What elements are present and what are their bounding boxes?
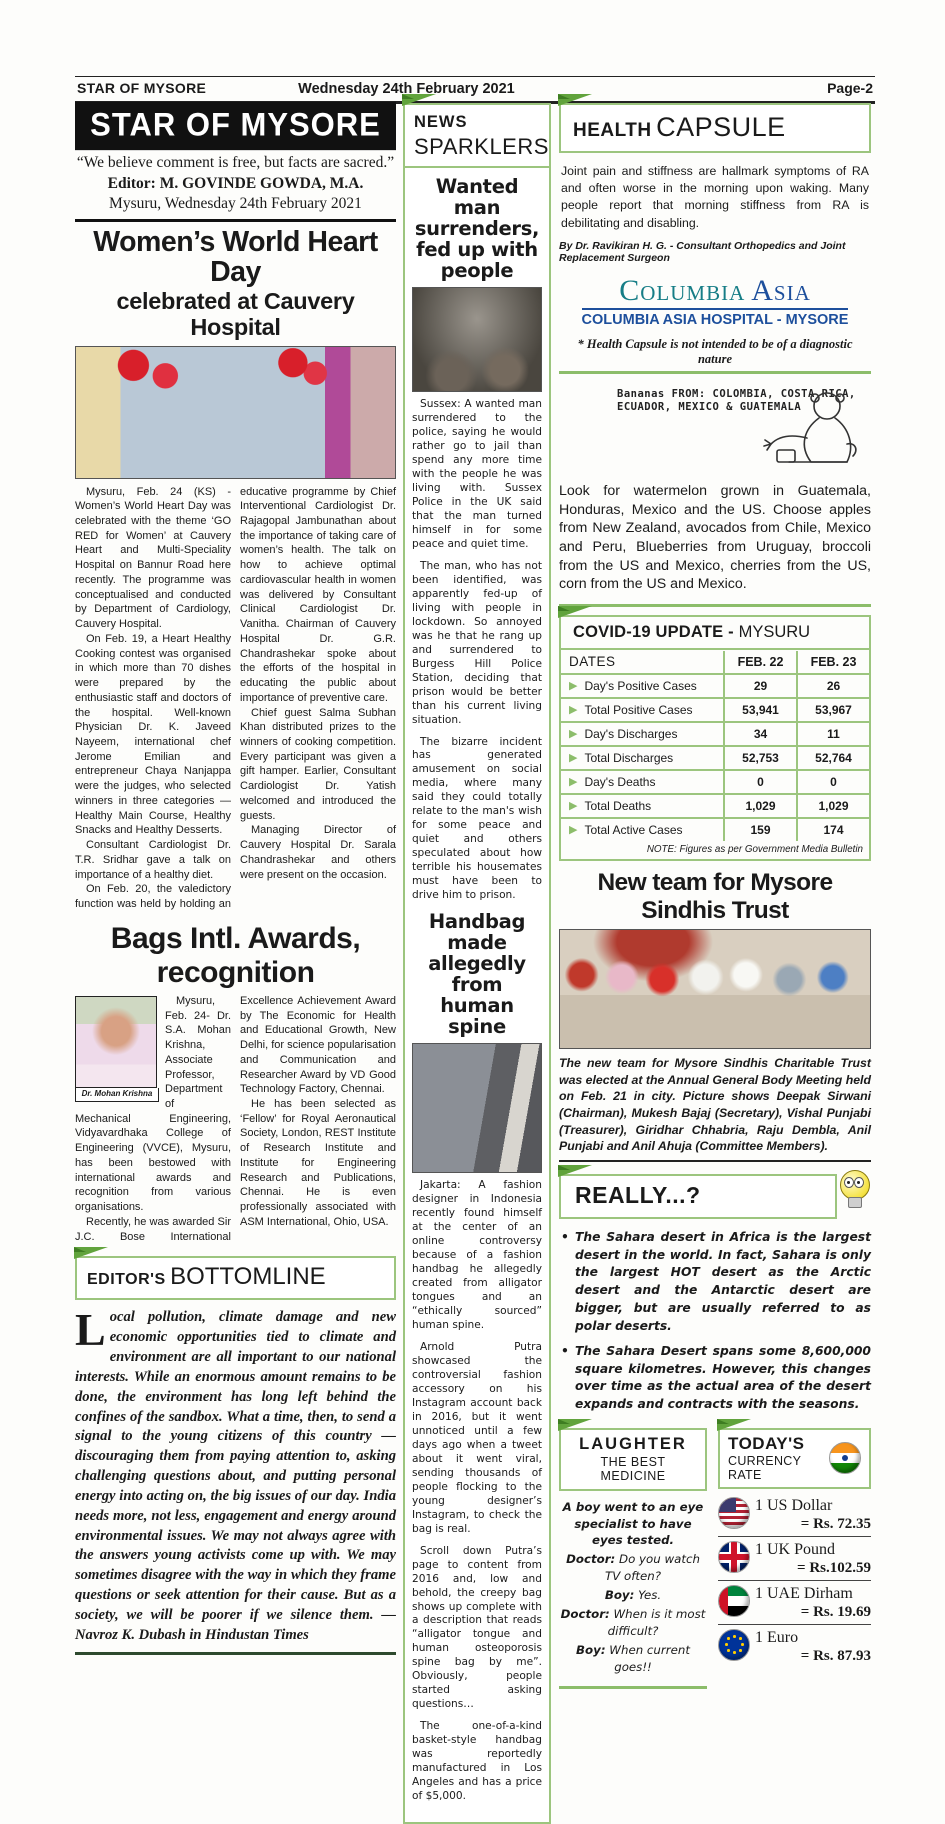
currency-row-eur [718, 1625, 871, 1668]
currency-title: TODAY'S [728, 1434, 805, 1454]
sparklers-label-bold: NEWS [414, 113, 468, 131]
health-tip: Look for watermelon grown in Guatemala, Honduras, Mexico and the US. Choose apples from New Zealand, avocados from Chile, Mexico and Peru, Blueberries from Uruguay, broccoli from the US and Mexico, cherries from the US, corn from the US and Mexico. [559, 482, 871, 593]
corner-fold-icon [717, 1419, 751, 1431]
covid-col-feb22: FEB. 22 [723, 651, 796, 673]
heart-day-photo [75, 346, 396, 479]
currency-label: 1 UK Pound [755, 1541, 836, 1559]
health-cartoon [559, 382, 871, 478]
article-paragraph: Chief guest Salma Subhan Khan distributed prizes to the winners of cooking competition. Every participant was given a gift hamper. Earlier, Consultant Cardiologist Dr. Yatish welcomed and introduced the guests. [240, 706, 396, 822]
article-paragraph: Scroll down Putra’s page to content from 2016 and, low and behold, the creepy bag shows up complete with a description that reads “alligator tongue and human osteoporosis spine bag by me”. Obviously, people started asking questions… [412, 1544, 542, 1711]
wanted-man-headline: Wanted man surrenders, fed up with people [414, 175, 540, 283]
corner-fold-icon [558, 606, 592, 618]
covid-data-row [561, 675, 869, 699]
health-intro: Joint pain and stiffness are hallmark symptoms of RA and often worse in the morning upon waking. Many people report that morning stiffness from RA is debilitating and disabling. [561, 164, 869, 230]
india-flag-icon [829, 1442, 861, 1474]
middle-column [403, 103, 551, 1824]
article-paragraph: Arnold Putra showcased the controversial fashion accessory on his Instagram account back in 2016, but it went unnoticed until a few days ago when a tweet about it went viral, sending thousands of people flocking to the young designer’s Instagram, to check the bag is real. [412, 1341, 542, 1535]
uk-flag-icon [718, 1541, 750, 1573]
bottomline-label-light: BOTTOMLINE [170, 1263, 326, 1291]
bottomline-label-bold: EDITOR'S [87, 1271, 166, 1289]
bottomline-rule [75, 1652, 396, 1655]
currency-label: 1 UAE Dirham [755, 1585, 853, 1603]
health-capsule-header [559, 103, 871, 153]
currency-header [718, 1428, 871, 1489]
covid-rows [561, 675, 869, 841]
mohan-krishna-photo [75, 996, 157, 1088]
joke-speaker: Doctor: [560, 1606, 610, 1621]
row-arrow-icon: ▶ [569, 751, 578, 764]
currency-list [718, 1493, 871, 1668]
handbag-photo [412, 1043, 542, 1173]
news-sparklers-box [403, 103, 551, 1824]
issue-date: Wednesday 24th February 2021 [298, 81, 515, 97]
currency-value: = Rs. 87.93 [800, 1648, 871, 1665]
laughter-subtitle: THE BEST MEDICINE [600, 1455, 666, 1484]
covid-row-value-feb22: 0 [723, 771, 796, 793]
health-label-light: CAPSULE [656, 112, 786, 142]
article-paragraph: Recently, he was awarded Sir J.C. Bose International Excellence Achievement Award by The Economic for Health and Educational Growth, New Delhi, for science popularisation and Communication and Researcher Award by VD Good Technology Factory, Chennai. [75, 994, 396, 1243]
mohan-krishna-caption: Dr. Mohan Krishna [75, 1088, 159, 1102]
euro-flag-icon [718, 1629, 750, 1661]
currency-value: = Rs. 19.69 [800, 1604, 871, 1621]
logo-columbia: Columbia [619, 273, 746, 307]
currency-row-gbp [718, 1537, 871, 1581]
currency-row-aed [718, 1581, 871, 1625]
covid-title-light: MYSURU [738, 623, 811, 642]
currency-value: = Rs. 72.35 [800, 1516, 871, 1533]
article-paragraph: The bizarre incident has generated amusement on social media, where many said they could totally relate to the man's wish for some peace and quiet and others speculated about how terrible his housemates must have been to drive him to prison. [412, 735, 542, 902]
wanted-man-body [412, 398, 542, 903]
currency-row-usd [718, 1493, 871, 1537]
bottomline-text [75, 1304, 396, 1645]
logo-subtitle: COLUMBIA ASIA HOSPITAL - MYSORE [582, 308, 849, 328]
joke-line [559, 1642, 707, 1676]
article-paragraph: Mysuru, Feb. 24- Dr. S.A. Mohan Krishna, Associate Professor, Department of Mechanical Engineering, Vidyavardhaka College of Engineering (VVCE), Mysuru, has been bestowed with international awards and recognition from various organisations. [75, 994, 231, 1214]
corner-fold-icon [558, 1165, 592, 1177]
covid-row-label: Total Deaths [584, 799, 652, 814]
really-fact: • The Sahara Desert spans some 8,600,000 square kilometres. However, this changes over time as the actual area of the desert expands and contracts with the seasons. [559, 1343, 871, 1414]
health-disclaimer: * Health Capsule is not intended to be of a diagnostic nature [577, 336, 853, 366]
handbag-headline: Handbag made allegedly from human spine [428, 910, 526, 1039]
covid-row-value-feb22: 52,753 [723, 747, 796, 769]
covid-data-row [561, 795, 869, 819]
corner-fold-icon [558, 94, 592, 106]
health-label-bold: HEALTH [573, 120, 652, 141]
masthead-editor: Editor: M. GOVINDE GOWDA, M.A. [107, 175, 364, 192]
newspaper-name: STAR OF MYSORE [77, 80, 207, 96]
sindhis-group-photo [559, 929, 871, 1049]
joke-text: Yes. [634, 1587, 662, 1602]
us-flag-icon [718, 1497, 750, 1529]
laughter-section [559, 1428, 707, 1689]
covid-data-row [561, 819, 869, 841]
joke-intro: A boy went to an eye specialist to have eyes tested. [562, 1500, 704, 1548]
news-sparklers-header [405, 105, 549, 168]
covid-table [561, 650, 869, 841]
covid-row-label: Total Positive Cases [584, 703, 693, 718]
corner-fold-icon [402, 94, 436, 106]
covid-row-value-feb22: 34 [723, 723, 796, 745]
green-rule [559, 371, 871, 374]
covid-data-row [561, 747, 869, 771]
covid-row-value-feb23: 0 [796, 771, 869, 793]
really-facts [559, 1229, 871, 1414]
article-paragraph: Consultant Cardiologist Dr. T.R. Sridhar gave a talk on importance of a healthy diet. [75, 839, 231, 881]
green-rule [559, 1686, 707, 1689]
covid-row-value-feb22: 159 [723, 819, 796, 841]
covid-row-label: Day's Deaths [584, 775, 656, 790]
really-header [559, 1174, 837, 1219]
currency-label: 1 Euro [755, 1629, 799, 1647]
row-arrow-icon: ▶ [569, 775, 578, 788]
currency-value: = Rs.102.59 [797, 1560, 871, 1577]
covid-col-feb23: FEB. 23 [796, 651, 869, 673]
joke-text: When current goes!! [605, 1643, 690, 1675]
bottomline-attribution: —Navroz K. Dubash in Hindustan Times [75, 1606, 396, 1643]
covid-col-dates: DATES [569, 654, 616, 670]
corner-fold-icon [558, 1419, 592, 1431]
bottomline-body: ocal pollution, climate damage and new economic opportunities tied to climate and environment are all important to our national interests. While an enormous amount remains to be done, the environment has long left behind the confines of the sandbox. What a time, then, to send a signal to the young citizens of this country — discouraging them from paying attention to, asking challenging questions about, and putting personal energy into acting on, the big issues of our day. India needs more, not less, engagement and energy around environmental issues. We may not always agree with the answers young activists come up with. We may sometimes disagree with the way in which they frame questions or seek attention for their cause. But as a society, we will be poorer if we silence them. [75, 1309, 396, 1623]
joke-lines [559, 1551, 707, 1677]
row-arrow-icon: ▶ [569, 823, 578, 836]
covid-row-value-feb23: 1,029 [796, 795, 869, 817]
joke-text: When is it most difficult? [607, 1606, 706, 1638]
handbag-body [412, 1179, 542, 1804]
article-paragraph: The man, who has not been identified, was apparently fed-up of living with people in lockdown. So annoyed was he that he rang up and surrendered to Burgess Hill Police Station, deciding that prison would be better than his current living situation. [412, 559, 542, 726]
article-paragraph: Managing Director of Cauvery Hospital Dr. Sarala Chandrashekar and others were present on the occasion. [240, 824, 396, 881]
really-title: REALLY...? [575, 1181, 701, 1208]
joke-speaker: Boy: [576, 1643, 606, 1658]
covid-header-row [561, 650, 869, 675]
covid-row-label: Day's Positive Cases [584, 679, 697, 694]
row-arrow-icon: ▶ [569, 679, 578, 692]
left-column [75, 103, 396, 1655]
covid-row-value-feb23: 53,967 [796, 699, 869, 721]
joke-speaker: Doctor: [566, 1551, 616, 1566]
joke-line [559, 1606, 707, 1640]
covid-row-value-feb23: 52,764 [796, 747, 869, 769]
row-arrow-icon: ▶ [569, 727, 578, 740]
heart-day-subheadline: celebrated at Cauvery Hospital [116, 287, 355, 340]
article-paragraph: Jakarta: A fashion designer in Indonesia recently found himself at the center of an online controversy because of a fashion handbag he allegedly created from alligator tongues and an “ethically sourced” human spine. [412, 1179, 542, 1332]
covid-row-label: Total Discharges [584, 751, 674, 766]
monkey-doodle-icon [749, 384, 869, 476]
sindhis-headline: New team for Mysore Sindhis Trust [597, 869, 833, 925]
logo-asia: Asia [751, 273, 811, 307]
covid-title-bold: COVID-19 UPDATE - [573, 623, 739, 642]
uae-flag-icon [718, 1585, 750, 1617]
page-header [75, 76, 875, 104]
row-arrow-icon: ▶ [569, 703, 578, 716]
mohan-krishna-photo-block [75, 996, 159, 1102]
laughter-title: LAUGHTER [579, 1435, 687, 1454]
covid-update-box [559, 615, 871, 861]
handcuffs-photo [412, 287, 542, 392]
covid-row-value-feb22: 53,941 [723, 699, 796, 721]
covid-row-value-feb22: 29 [723, 675, 796, 697]
right-column [559, 103, 871, 1689]
joke-line [559, 1551, 707, 1585]
caption-rule [559, 1160, 871, 1162]
heart-day-body [75, 485, 396, 912]
covid-row-label: Total Active Cases [584, 823, 683, 838]
covid-row-label: Day's Discharges [584, 727, 678, 742]
masthead-rule [75, 219, 396, 222]
covid-row-value-feb23: 26 [796, 675, 869, 697]
heart-day-headline: Women’s World Heart Day [93, 226, 378, 288]
covid-note: NOTE: Figures as per Government Media Bulletin [646, 844, 863, 856]
sparklers-label-light: SPARKLERS [414, 134, 549, 159]
masthead-motto: “We believe comment is free, but facts are sacred.” [76, 154, 395, 171]
article-paragraph: On Feb. 19, a Heart Healthy Cooking contest was organised in which more than 70 dishes were prepared by the enthusiastic staff and doctors of the hospital. Well-known Physician Dr. K. Javeed Nayeem, international chef Jerome Emilian and entrepreneur Chaya Nanjappa were the judges, who selected winners in three categories — Healthy Main Course, Healthy Snacks and Healthy Desserts. [75, 632, 231, 837]
currency-label: 1 US Dollar [755, 1497, 833, 1515]
article-paragraph: Mysuru, Feb. 24 (KS) - Women’s World Heart Day was celebrated with the theme ‘GO RED for Women’ at Cauvery Heart and Multi-Speciality Hospital on Bannur Road here recently. The programme was conceptualised and conducted by Department of Cardiology, Cauvery Hospital. [75, 485, 231, 631]
covid-data-row [561, 699, 869, 723]
really-fact: • The Sahara desert in Africa is the largest desert in the world. In fact, Sahara is only the largest HOT desert as the Arctic desert and the Antarctic desert are bigger, but are usually referred to as polar deserts. [559, 1229, 871, 1336]
editors-bottomline-header [75, 1256, 396, 1300]
article-paragraph: The one-of-a-kind basket-style handbag was reportedly manufactured in Los Angeles and has a price of $5,000. [412, 1720, 542, 1803]
page-number: Page-2 [827, 80, 873, 96]
currency-section [718, 1428, 871, 1689]
covid-row-value-feb22: 1,029 [723, 795, 796, 817]
covid-row-value-feb23: 11 [796, 723, 869, 745]
bags-awards-body [75, 994, 396, 1244]
laughter-header [559, 1428, 707, 1491]
currency-subtitle: CURRENCY RATE [728, 1454, 802, 1483]
corner-fold-icon [74, 1247, 108, 1259]
joke-text: Do you watch TV often? [604, 1551, 700, 1583]
article-paragraph: He has been selected as ‘Fellow’ for Royal Aeronautical Society, London, REST Institute of Research Institute and Institute for Engineering Research and Publications, Chennai. He is even professionally associated with ASM International, Ohio, USA. [240, 1097, 396, 1228]
covid-data-row [561, 771, 869, 795]
joke-speaker: Boy: [604, 1587, 635, 1602]
article-paragraph: On Feb. 20, the valedictory function was held by holding an educative programme by Chief Interventional Cardiologist Dr. Rajagopal Jambunathan about the importance of taking care of women’s health. The talk on how to achieve optimal cardiovascular health in women was delivered by Consultant Clinical Cardiologist Dr. Vanitha. Chairman of Cauvery Hospital Dr. G.R. Chandrashekar spoke about the efforts of the hospital in educating the public about importance of preventive care. [75, 485, 396, 911]
masthead-title: STAR OF MYSORE [75, 102, 396, 150]
lightbulb-icon [837, 1170, 871, 1210]
columbia-asia-logo [559, 274, 871, 329]
sindhis-caption: The new team for Mysore Sindhis Charitable Trust was elected at the Annual General Body Meeting held on Feb. 21 in city. Picture shows Deepak Sirwani (Chairman), Mukesh Bajaj (Secretary), Vishal Punjabi (Treasurer), Giridhar Chhabria, Raju Dembla, Anil Punjabi and Anil Ahuja (Committee Members). [559, 1056, 871, 1154]
article-paragraph: Sussex: A wanted man surrendered to the police, saying he would rather go to jail than spend any more time with the people he was living with. Sussex Police in the UK said that the man turned himself in for some peace and quiet time. [412, 398, 542, 550]
cartoon-caption: Bananas FROM: COLOMBIA, COSTA RICA, ECUADOR, MEXICO & GUATEMALA [617, 387, 856, 414]
dropcap: L [75, 1304, 106, 1356]
row-arrow-icon: ▶ [569, 799, 578, 812]
joke-line [559, 1587, 707, 1604]
green-rule [559, 604, 871, 607]
covid-row-value-feb23: 174 [796, 819, 869, 841]
masthead-dateline: Mysuru, Wednesday 24th February 2021 [109, 195, 362, 212]
health-byline: By Dr. Ravikiran H. G. - Consultant Orthopedics and Joint Replacement Surgeon [559, 239, 846, 264]
covid-data-row [561, 723, 869, 747]
bags-awards-headline: Bags Intl. Awards, recognition [110, 921, 361, 989]
covid-title [561, 617, 869, 650]
